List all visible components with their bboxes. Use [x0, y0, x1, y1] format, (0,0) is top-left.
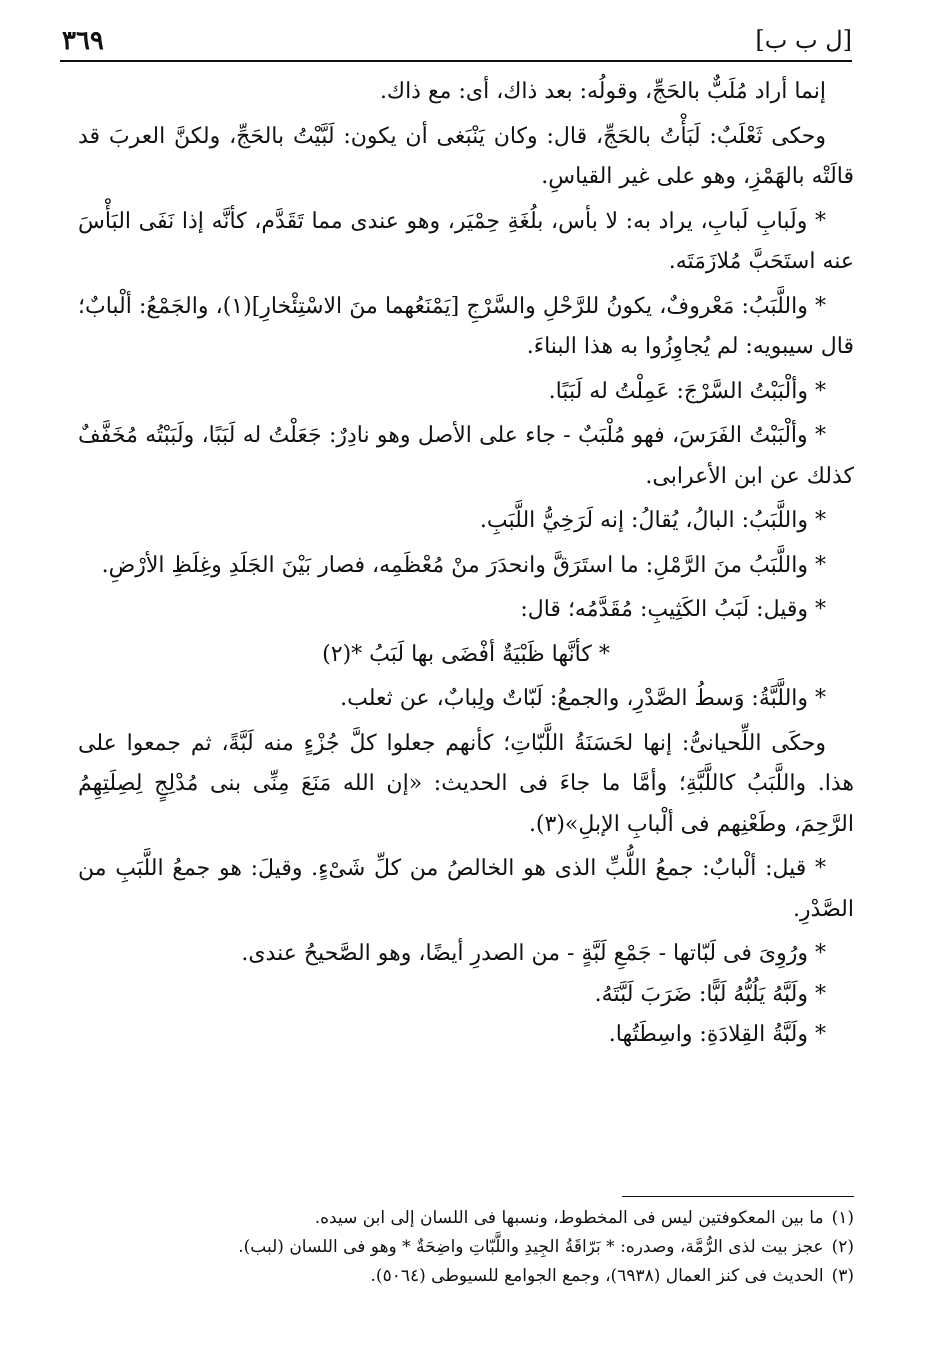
paragraph: * ولَبَّهُ يَلُبُّهُ لَبًّا: ضَرَبَ لَبَّتَهُ. — [594, 981, 826, 1007]
footnote-number: (٣) — [831, 1266, 854, 1286]
footnote-divider — [622, 1196, 854, 1197]
footnote-number: (٢) — [831, 1237, 854, 1257]
paragraph: * واللَّبَبُ: مَعْروفٌ، يكونُ للرَّحْلِ والسَّرْجِ [يَمْنَعُهما منَ الاسْتِئْخارِ](١)، والجَمْعُ: ألْبابٌ؛ قال سيبويه: لم يُجاوِزُوا به هذا البناءَ. — [78, 293, 854, 359]
paragraph: * واللَّبَّةُ: وَسطُ الصَّدْرِ، والجمعُ: لَبّاتٌ ولِبابٌ، عن ثعلب. — [340, 686, 826, 711]
paragraph: * وقيل: لَبَبُ الكَثِيبِ: مُقَدَّمُه؛ قال: — [520, 597, 826, 622]
poetry-verse: * كأنَّها ظَبْيَةٌ أفْضَى بها لَبَبُ *(٢) — [322, 641, 610, 667]
page-number: ٣٦٩ — [62, 26, 104, 56]
footnote-number: (١) — [831, 1208, 854, 1228]
footnote-text: ما بين المعكوفتين ليس فى المخطوط، ونسبها فى اللسان إلى ابن سيده. — [314, 1208, 824, 1228]
paragraph: * ولَبَّةُ القِلادَةِ: واسِطَتُها. — [608, 1022, 826, 1047]
paragraph: إنما أراد مُلَبٌّ بالحَجِّ، وقولُه: بعد ذاك، أى: مع ذاك. — [379, 79, 826, 104]
footnote-text: الحديث فى كنز العمال (٦٩٣٨)، وجمع الجوامع للسيوطى (٥٠٦٤). — [370, 1266, 824, 1286]
paragraph: * واللَّبَبُ: البالُ، يُقالُ: إنه لَرَخِيُّ اللَّبَبِ. — [479, 508, 826, 533]
footnote-text: عجز بيت لذى الرُّمَّة، وصدره: * بَرّاقَةُ الجِيدِ واللَّبّاتِ واضِحَةٌ * وهو فى اللسان (لبب). — [238, 1237, 824, 1257]
paragraph: * واللَّبَبُ منَ الرَّمْلِ: ما استَرَقَّ وانحدَرَ منْ مُعْظَمِه، فصار بَيْنَ الجَلَدِ وغِلَظِ الأرْضِ. — [101, 552, 826, 578]
footnotes — [150, 1204, 854, 1291]
footnote — [150, 1233, 854, 1262]
header-divider — [60, 60, 852, 62]
paragraph: * ولَبابِ لَبابِ، يراد به: لا بأس، بلُغَةِ حِمْيَر، وهو عندى مما تَقَدَّم، كأنَّه إذا نَفَى البَأْسَ عنه استَحَبَّ مُلازَمَتَه. — [78, 208, 854, 274]
paragraph: * قيل: ألْبابٌ: جمعُ اللُّبِّ الذى هو الخالصُ من كلِّ شَىْءٍ. وقيلَ: هو جمعُ اللَّبَبِ من الصَّدْرِ. — [78, 856, 854, 922]
running-head-root-letters: [ل ب ب] — [755, 26, 852, 54]
footnote — [150, 1262, 854, 1291]
page-header — [60, 22, 852, 60]
paragraph: وحكَى اللِّحيانىُّ: إنها لحَسَنَةُ اللَّبّاتِ؛ كأنهم جعلوا كلَّ جُزْءٍ منه لَبَّةً، ثم جمعوا على هذا. واللَّبَبُ كاللَّبَّةِ؛ وأمَّا ما جاءَ فى الحديث: «إن الله مَنَعَ مِنِّى بنى مُدْلِجٍ لِصِلَتِهِمُ الرَّحِمَ، وطَعْنِهم فى ألْبابِ الإبلِ»(٣). — [78, 730, 854, 837]
footnote — [150, 1204, 854, 1233]
paragraph: * ورُوِىَ فى لَبّاتها - جَمْعِ لَبَّةٍ - من الصدرِ أيضًا، وهو الصَّحيحُ عندى. — [241, 941, 826, 966]
paragraph: * وألْبَبْتُ الفَرَسَ، فهو مُلْبَبٌ - جاء على الأصل وهو نادِرٌ: جَعَلْتُ له لَبَبًا، ولَبَبْتُه مُخَفَّفٌ كذلك عن ابن الأعرابى. — [78, 423, 854, 489]
paragraph: * وألْبَبْتُ السَّرْجَ: عَمِلْتُ له لَبَبًا. — [548, 378, 826, 404]
main-text — [78, 72, 854, 1056]
paragraph: وحكى ثَعْلَبٌ: لَبَأْتُ بالحَجِّ، قال: وكان يَنْبَغى أن يكون: لَبَّيْتُ بالحَجِّ، ولكنَّ العربَ قد قالَتْه بالهَمْزِ، وهو على غير القياسِ. — [78, 123, 854, 189]
